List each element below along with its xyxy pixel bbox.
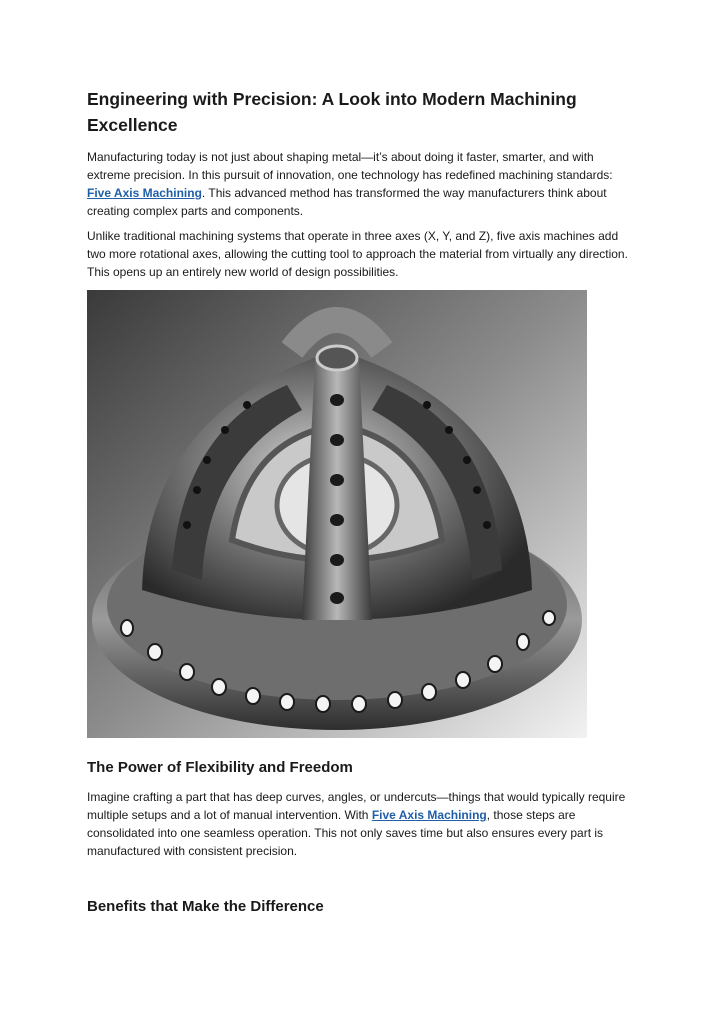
flexibility-text-end: , those steps are consolidated into one seamless operation. This not only saves time but also ensures every part is manufactured with consistent precision.	[87, 808, 604, 858]
flexibility-text-start: Imagine crafting a part that has deep curves, angles, or undercuts—things that would typically require multiple setups and a lot of manual intervention. With	[87, 790, 626, 822]
intro-paragraph	[87, 148, 632, 220]
intro-text-start: Manufacturing today is not just about shaping metal—it’s about doing it faster, smarter, and with extreme precision. In this pursuit of innovation, one technology has redefined machining standards:	[87, 150, 613, 182]
machined-dome-part-icon	[87, 290, 587, 738]
page-title: Engineering with Precision: A Look into Modern Machining Excellence	[87, 89, 577, 135]
section-heading-flexibility: The Power of Flexibility and Freedom	[87, 759, 353, 776]
machined-part-image	[87, 290, 587, 738]
five-axis-link-2[interactable]: Five Axis Machining	[371, 808, 487, 822]
axes-paragraph: Unlike traditional machining systems that operate in three axes (X, Y, and Z), five axis machines add two more rotational axes, allowing the cutting tool to approach the material from virtually any direction. This opens up an entirely new world of design possibilities.	[87, 229, 628, 279]
section-heading-benefits: Benefits that Make the Difference	[87, 898, 324, 915]
five-axis-link[interactable]: Five Axis Machining	[87, 186, 202, 200]
intro-text-end: . This advanced method has transformed the way manufacturers think about creating complex parts and components.	[87, 186, 607, 218]
flexibility-paragraph	[87, 788, 632, 860]
